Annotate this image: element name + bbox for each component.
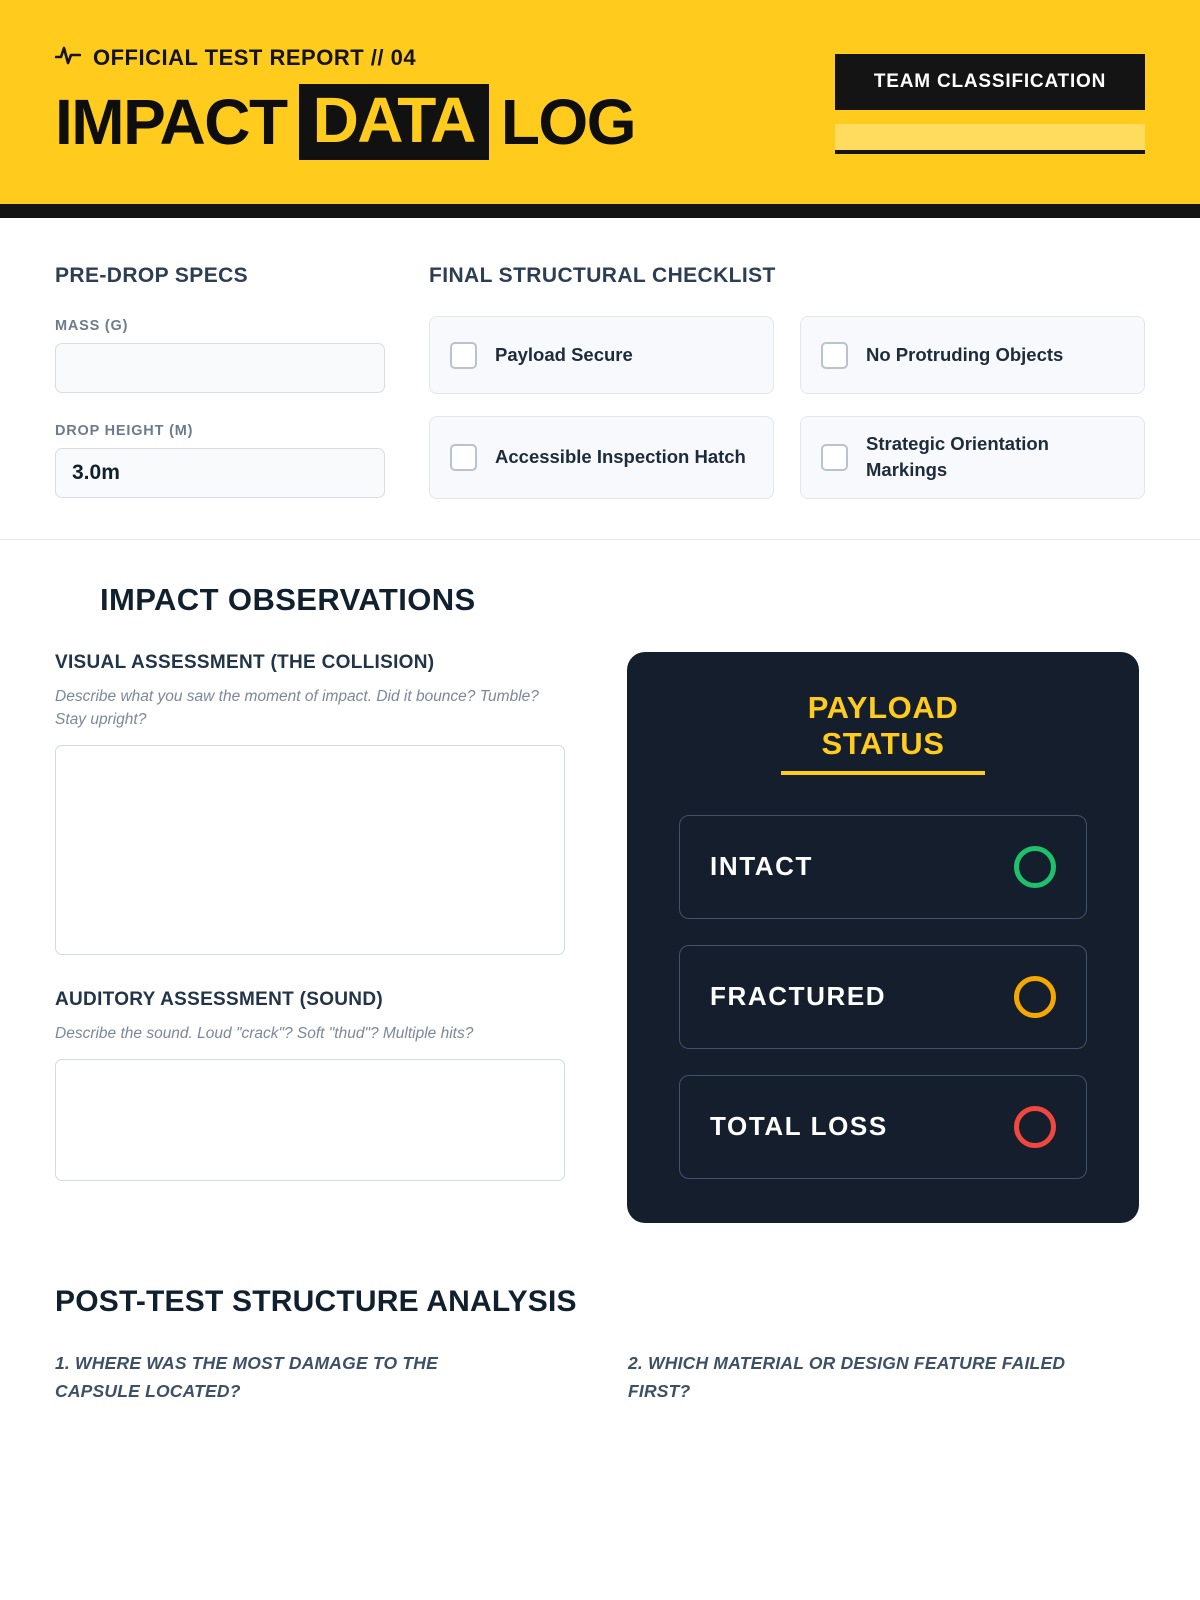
visual-assessment-hint: Describe what you saw the moment of impact. Did it bounce? Tumble? Stay upright?	[55, 687, 539, 728]
payload-status-panel	[627, 652, 1139, 1223]
checkbox-icon[interactable]	[450, 342, 477, 369]
checklist-item-label: No Protruding Objects	[866, 343, 1064, 365]
logo-word-impact: IMPACT	[55, 86, 287, 158]
auditory-assessment-block	[55, 989, 575, 1181]
logo	[55, 84, 635, 160]
logo-word-log: LOG	[500, 86, 635, 158]
pulse-icon	[55, 44, 81, 72]
final-structural-checklist-section	[429, 264, 1145, 499]
post-test-analysis-section	[0, 1223, 1200, 1405]
header-brand	[55, 40, 635, 160]
observations-inputs	[55, 652, 575, 1223]
mass-input[interactable]	[55, 343, 385, 393]
checkbox-icon[interactable]	[821, 342, 848, 369]
post-test-analysis-title: POST-TEST STRUCTURE ANALYSIS	[55, 1284, 577, 1318]
checklist-item-label: Strategic Orientation Markings	[866, 433, 1049, 481]
team-classification-badge: TEAM CLASSIFICATION	[835, 54, 1145, 110]
drop-height-input[interactable]: 3.0m	[55, 448, 385, 498]
payload-status-option-intact[interactable]	[679, 815, 1087, 919]
visual-assessment-textarea[interactable]	[55, 745, 565, 955]
payload-status-title: PAYLOAD STATUS	[781, 690, 985, 775]
team-classification-input[interactable]	[835, 124, 1145, 154]
mass-label: MASS (G)	[55, 318, 129, 334]
checklist-title: FINAL STRUCTURAL CHECKLIST	[429, 264, 776, 287]
logo-word-data: DATA	[299, 84, 489, 160]
report-kicker-text: OFFICIAL TEST REPORT // 04	[93, 45, 417, 70]
checklist-item-label: Accessible Inspection Hatch	[495, 446, 746, 468]
checklist-item-no-protruding-objects[interactable]	[800, 316, 1145, 394]
post-test-question-1: 1. WHERE WAS THE MOST DAMAGE TO THE CAPSULE LOCATED?	[55, 1352, 438, 1401]
checkbox-icon[interactable]	[450, 444, 477, 471]
checklist-item-label: Payload Secure	[495, 343, 633, 365]
payload-status-option-total-loss[interactable]	[679, 1075, 1087, 1179]
checklist-item-strategic-orientation-markings[interactable]	[800, 416, 1145, 499]
impact-observations-section	[0, 540, 1200, 1223]
payload-status-option-fractured[interactable]	[679, 945, 1087, 1049]
status-ring-icon-total-loss[interactable]	[1014, 1106, 1056, 1148]
visual-assessment-block	[55, 652, 575, 956]
auditory-assessment-hint: Describe the sound. Loud "crack"? Soft "thud"? Multiple hits?	[55, 1025, 474, 1043]
payload-status-option-label: FRACTURED	[710, 981, 887, 1012]
post-test-question-grid	[55, 1349, 1145, 1405]
checklist-item-accessible-inspection-hatch[interactable]	[429, 416, 774, 499]
checklist-item-payload-secure[interactable]	[429, 316, 774, 394]
status-ring-icon-fractured[interactable]	[1014, 976, 1056, 1018]
payload-status-option-label: INTACT	[710, 851, 813, 882]
post-test-question-2: 2. WHICH MATERIAL OR DESIGN FEATURE FAILED FIRST?	[628, 1352, 1066, 1401]
checklist-grid	[429, 316, 1145, 499]
specs-checklist-band	[0, 218, 1200, 540]
pre-drop-specs-title: PRE-DROP SPECS	[55, 264, 249, 287]
drop-height-label: DROP HEIGHT (M)	[55, 423, 194, 439]
visual-assessment-heading: VISUAL ASSESSMENT (THE COLLISION)	[55, 651, 435, 673]
auditory-assessment-textarea[interactable]	[55, 1059, 565, 1181]
checkbox-icon[interactable]	[821, 444, 848, 471]
header-divider-bar	[0, 204, 1200, 218]
payload-status-options	[679, 815, 1087, 1179]
report-kicker	[55, 44, 635, 72]
pre-drop-specs-section	[55, 264, 385, 499]
team-classification-group	[835, 40, 1145, 154]
page-header	[0, 0, 1200, 218]
status-ring-icon-intact[interactable]	[1014, 846, 1056, 888]
auditory-assessment-heading: AUDITORY ASSESSMENT (SOUND)	[55, 989, 383, 1011]
impact-observations-title: IMPACT OBSERVATIONS	[100, 581, 476, 617]
payload-status-option-label: TOTAL LOSS	[710, 1111, 888, 1142]
